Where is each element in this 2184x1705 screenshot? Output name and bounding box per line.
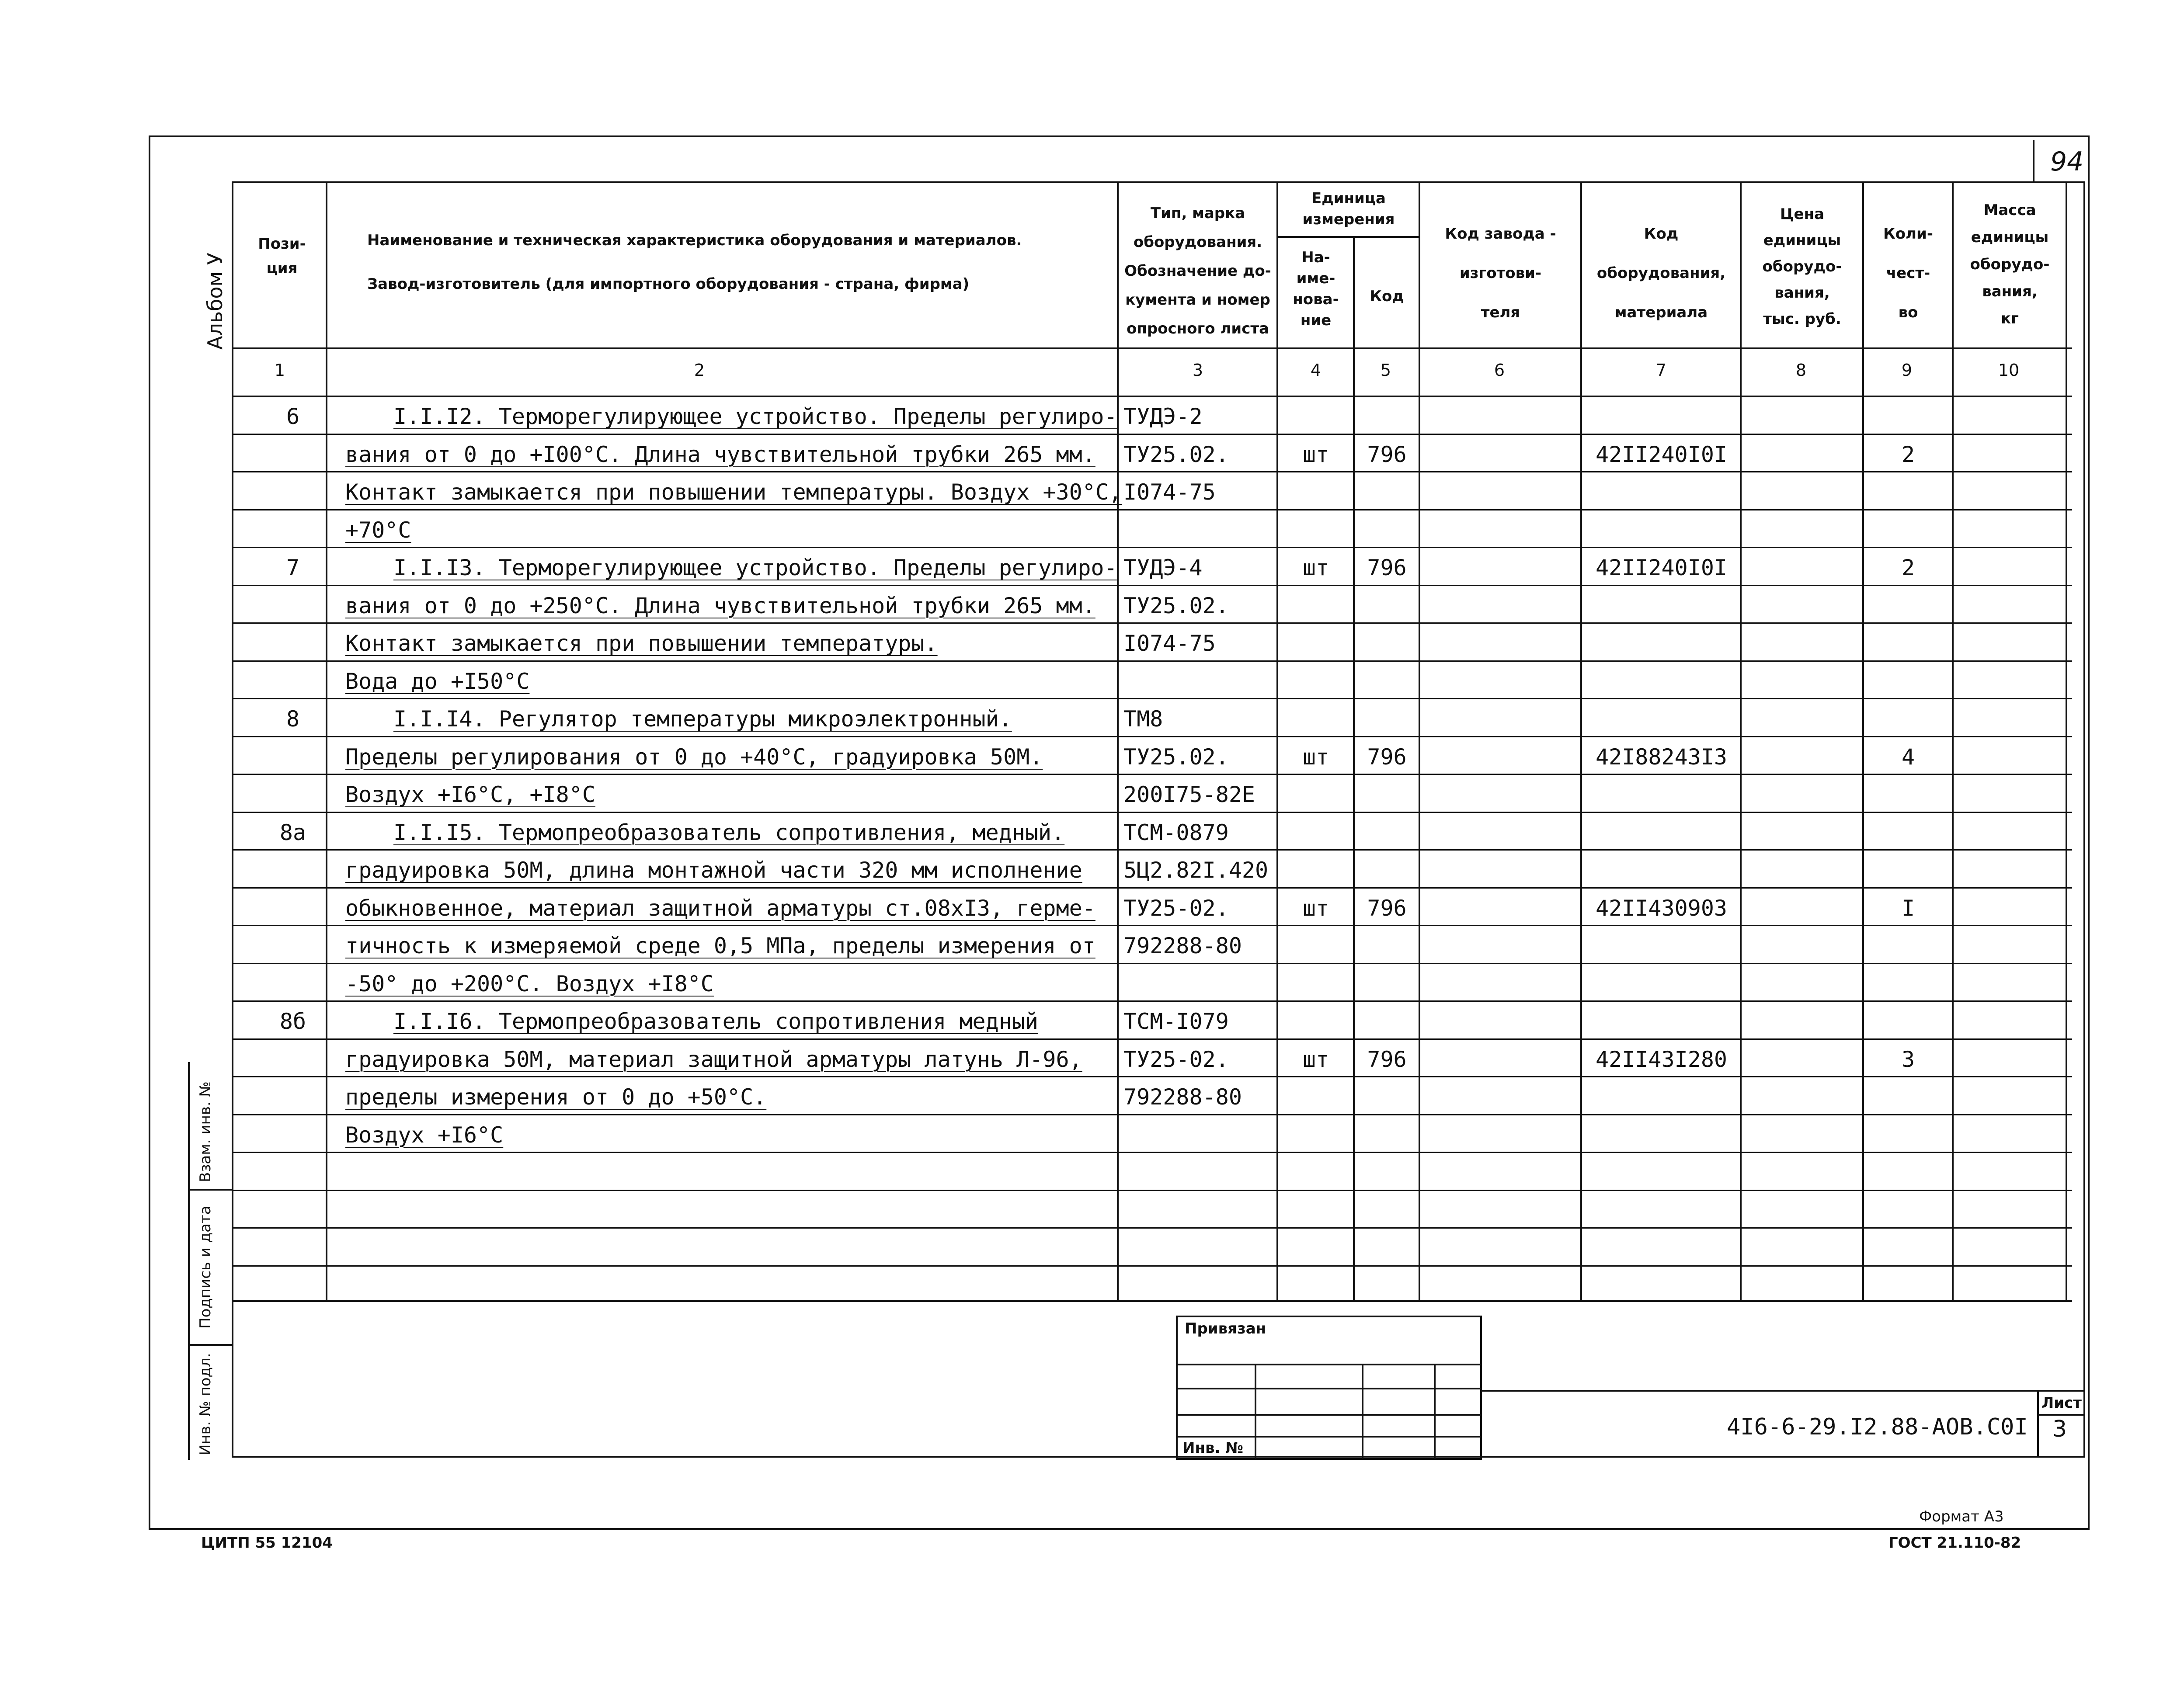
col-number-1: 1 xyxy=(274,361,285,380)
cell-pos: 7 xyxy=(286,555,300,580)
cell-desc: Контакт замыкается при повышении температуры. Воздух +30°C, xyxy=(345,479,1122,505)
side-strip-left xyxy=(188,1062,190,1460)
side-label-inv-podl: Инв. № подл. xyxy=(197,1353,214,1455)
row-separator xyxy=(232,1038,2072,1040)
cell-unit-code: 796 xyxy=(1367,744,1407,770)
stamp-vline-3 xyxy=(1434,1364,1436,1460)
cell-desc: пределы измерения от 0 до +50°C. xyxy=(345,1084,767,1110)
row-separator xyxy=(232,509,2072,510)
footer-left-code: ЦИТП 55 12104 xyxy=(201,1534,333,1552)
col-number-2: 2 xyxy=(694,361,705,380)
col-number-6: 6 xyxy=(1494,361,1505,380)
row-separator xyxy=(232,1227,2072,1229)
cell-type: ТУ25-02. xyxy=(1123,895,1229,921)
sheet-mark-box xyxy=(2033,181,2085,183)
sheet-mark: 94 xyxy=(2050,146,2084,177)
cell-type: ТУ25.02. xyxy=(1123,744,1229,770)
row-separator xyxy=(232,1076,2072,1077)
title-block-sheet-sep xyxy=(2037,1390,2039,1458)
col-line-3 xyxy=(1276,181,1278,1300)
cell-desc: вания от 0 до +250°C. Длина чувствительной трубки 265 мм. xyxy=(345,593,1095,618)
row-separator xyxy=(232,547,2072,548)
row-separator xyxy=(232,736,2072,737)
row-separator xyxy=(232,471,2072,472)
row-separator xyxy=(232,698,2072,699)
cell-material-code: 42I88243I3 xyxy=(1596,744,1728,770)
col-line-8 xyxy=(1862,181,1864,1300)
row-separator xyxy=(232,812,2072,813)
header-unit-code: Код xyxy=(1370,288,1404,305)
header-unit: Единица измерения xyxy=(1302,190,1395,228)
cell-pos: 8 xyxy=(286,706,300,732)
cell-type: ТМ8 xyxy=(1123,706,1163,732)
colnum-bottom xyxy=(232,396,2072,397)
document-code: 4I6-6-29.I2.88-АОВ.С0I xyxy=(1727,1414,2028,1440)
row-separator xyxy=(232,585,2072,586)
col-number-8: 8 xyxy=(1795,361,1807,380)
table-body-bottom xyxy=(232,1300,2072,1302)
row-separator xyxy=(232,1000,2072,1002)
row-separator xyxy=(232,774,2072,775)
cell-type: I074-75 xyxy=(1123,479,1216,505)
cell-unit-code: 796 xyxy=(1367,441,1407,467)
sheet-label: Лист xyxy=(2041,1394,2082,1412)
stamp-line-2 xyxy=(1176,1388,1482,1389)
cell-type: ТСМ-I079 xyxy=(1123,1009,1229,1034)
cell-desc: тичность к измеряемой среде 0,5 МПа, пределы измерения от xyxy=(345,933,1095,958)
cell-type: ТУДЭ-2 xyxy=(1123,404,1203,429)
cell-type: ТСМ-0879 xyxy=(1123,820,1229,845)
row-separator xyxy=(232,1265,2072,1267)
stamp-line-1 xyxy=(1176,1364,1482,1365)
stamp-attached-label: Привязан xyxy=(1185,1320,1266,1337)
cell-unit-code: 796 xyxy=(1367,1046,1407,1072)
cell-desc: Контакт замыкается при повышении температуры. xyxy=(345,631,938,656)
stamp-line-3 xyxy=(1176,1414,1482,1416)
header-mass: Масса единицы оборудо- вания, кг xyxy=(1970,201,2050,327)
cell-type: ТУ25-02. xyxy=(1123,1046,1229,1072)
cell-unit: шт xyxy=(1302,895,1329,921)
cell-desc: Воздух +I6°C, +I8°C xyxy=(345,782,595,807)
cell-desc: обыкновенное, материал защитной арматуры ст.08хI3, герме- xyxy=(345,895,1095,921)
row-separator xyxy=(232,1190,2072,1191)
cell-qty: I xyxy=(1901,895,1915,921)
cell-type: 792288-80 xyxy=(1123,933,1242,958)
cell-type: ТУ25.02. xyxy=(1123,441,1229,467)
cell-desc: Пределы регулирования от 0 до +40°C, градуировка 50М. xyxy=(345,744,1043,770)
cell-material-code: 42II43I280 xyxy=(1596,1046,1728,1072)
row-separator xyxy=(232,660,2072,662)
header-code: Код оборудования, материала xyxy=(1596,225,1726,321)
cell-qty: 2 xyxy=(1901,441,1915,467)
col-number-9: 9 xyxy=(1901,361,1913,380)
cell-desc: градуировка 50М, материал защитной арматуры латунь Л-96, xyxy=(345,1046,1082,1072)
col-line-10 xyxy=(2066,181,2067,1300)
cell-desc: I.I.I6. Термопреобразователь сопротивления медный xyxy=(393,1009,1039,1034)
cell-pos: 8а xyxy=(279,820,306,845)
cell-type: 200I75-82Е xyxy=(1123,782,1255,807)
cell-desc: I.I.I3. Терморегулирующее устройство. Пределы регулиро- xyxy=(393,555,1117,580)
footer-gost: ГОСТ 21.110-82 xyxy=(1888,1534,2021,1552)
row-separator xyxy=(232,434,2072,435)
cell-type: 792288-80 xyxy=(1123,1084,1242,1110)
cell-unit: шт xyxy=(1302,441,1329,467)
col-line-1 xyxy=(326,181,327,1300)
cell-material-code: 42II430903 xyxy=(1596,895,1728,921)
cell-type: ТУ25.02. xyxy=(1123,593,1229,618)
header-qty: Коли- чест- во xyxy=(1883,225,1933,321)
header-maker: Код завода - изготови- теля xyxy=(1445,225,1556,321)
footer-format: Формат А3 xyxy=(1919,1508,2004,1525)
row-separator xyxy=(232,887,2072,889)
stamp-vline-1 xyxy=(1255,1364,1256,1460)
row-separator xyxy=(232,1152,2072,1153)
row-separator xyxy=(232,925,2072,926)
cell-qty: 2 xyxy=(1901,555,1915,580)
side-label-podpis: Подпись и дата xyxy=(197,1205,214,1329)
header-name: Наименование и техническая характеристика оборудования и материалов. Завод-изготовитель (для импортного оборудования - страна, фирма) xyxy=(367,232,1022,293)
header-bottom xyxy=(232,347,2072,349)
header-price: Цена единицы оборудо- вания, тыс. руб. xyxy=(1762,205,1842,328)
title-block-top xyxy=(1482,1390,2085,1392)
row-separator xyxy=(232,963,2072,964)
album-label: Альбом У xyxy=(203,253,227,350)
header-type: Тип, марка оборудования. Обозначение до- кумента и номер опросного листа xyxy=(1124,205,1271,337)
col-number-3: 3 xyxy=(1192,361,1203,380)
cell-type: ТУДЭ-4 xyxy=(1123,555,1203,580)
col-line-9 xyxy=(1952,181,1954,1300)
cell-unit: шт xyxy=(1302,1046,1329,1072)
cell-unit: шт xyxy=(1302,744,1329,770)
col-line-7 xyxy=(1740,181,1742,1300)
stamp-line-4 xyxy=(1176,1436,1482,1438)
cell-desc: +70°C xyxy=(345,517,411,543)
side-label-vzam: Взам. инв. № xyxy=(197,1081,214,1182)
cell-desc: I.I.I5. Термопреобразователь сопротивления, медный. xyxy=(393,820,1065,845)
cell-pos: 6 xyxy=(286,404,300,429)
col-number-7: 7 xyxy=(1655,361,1667,380)
cell-desc: Воздух +I6°C xyxy=(345,1122,504,1148)
cell-qty: 4 xyxy=(1901,744,1915,770)
cell-desc: -50° до +200°C. Воздух +I8°C xyxy=(345,971,714,997)
unit-subheader-line xyxy=(1276,236,1419,238)
cell-desc: градуировка 50М, длина монтажной части 320 мм исполнение xyxy=(345,858,1082,883)
sheet-number: 3 xyxy=(2052,1416,2067,1442)
col-line-6 xyxy=(1580,181,1582,1300)
stamp-inv-label: Инв. № xyxy=(1182,1439,1244,1457)
col-number-4: 4 xyxy=(1310,361,1322,380)
cell-unit-code: 796 xyxy=(1367,895,1407,921)
title-block-sheet-line xyxy=(2037,1414,2085,1416)
cell-material-code: 42II240I0I xyxy=(1596,441,1728,467)
header-pos: Пози- ция xyxy=(258,235,306,277)
cell-material-code: 42II240I0I xyxy=(1596,555,1728,580)
cell-unit: шт xyxy=(1302,555,1329,580)
cell-desc: вания от 0 до +I00°C. Длина чувствительной трубки 265 мм. xyxy=(345,441,1095,467)
col-line-5 xyxy=(1419,181,1420,1300)
sheet-mark-box-side xyxy=(2033,140,2034,181)
row-separator xyxy=(232,1114,2072,1115)
row-separator xyxy=(232,849,2072,851)
col-number-5: 5 xyxy=(1380,361,1391,380)
cell-unit-code: 796 xyxy=(1367,555,1407,580)
side-strip-sep-1 xyxy=(188,1189,232,1191)
cell-desc: I.I.I4. Регулятор температуры микроэлектронный. xyxy=(393,706,1012,732)
cell-type: I074-75 xyxy=(1123,631,1216,656)
cell-desc: Вода до +I50°C xyxy=(345,668,530,694)
col-line-4 xyxy=(1353,236,1355,1300)
stamp-vline-2 xyxy=(1362,1364,1363,1460)
cell-type: 5Ц2.82I.420 xyxy=(1123,858,1269,883)
header-unit-name: На- име- нова- ние xyxy=(1293,249,1339,329)
col-number-10: 10 xyxy=(1998,361,2020,380)
side-strip-sep-2 xyxy=(188,1344,232,1346)
cell-desc: I.I.I2. Терморегулирующее устройство. Пределы регулиро- xyxy=(393,404,1117,429)
cell-pos: 8б xyxy=(279,1009,306,1034)
row-separator xyxy=(232,622,2072,624)
cell-qty: 3 xyxy=(1901,1046,1915,1072)
col-line-2 xyxy=(1117,181,1119,1300)
